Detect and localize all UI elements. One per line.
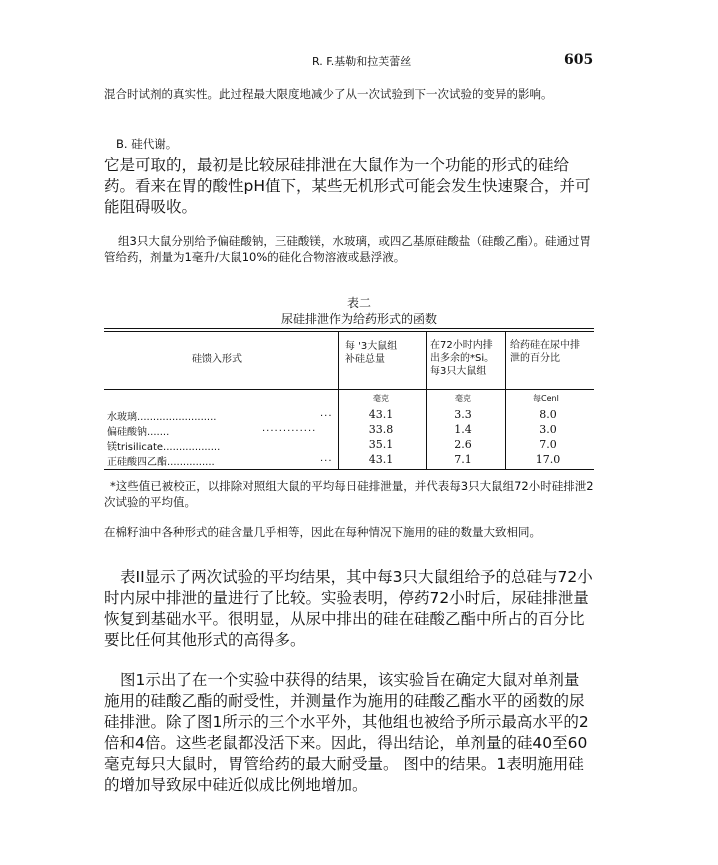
table-row-form: 镁trisilicate.................. xyxy=(107,442,221,453)
table-row-form: 正硅酸四乙酯............... xyxy=(107,457,215,468)
col-header-excreted-line1: 在72小时内排 xyxy=(430,340,493,351)
table-col-divider-2 xyxy=(426,331,427,469)
table-header-rule xyxy=(104,389,594,390)
table-row-leader: ............. xyxy=(262,423,317,434)
table-cell-excreted: 1.4 xyxy=(454,423,472,436)
table-cell-total: 43.1 xyxy=(368,408,394,421)
table-top-rule-double xyxy=(104,331,594,332)
table-row-leader: ... xyxy=(320,408,333,419)
col-header-percent-line1: 给药硅在尿中排 xyxy=(510,340,580,351)
table-cell-total: 43.1 xyxy=(368,453,394,466)
col-header-excreted-line3: 每3只大鼠组 xyxy=(430,366,487,377)
col-header-percent-line2: 泄的百分比 xyxy=(510,353,560,364)
table-cell-percent: 7.0 xyxy=(539,438,557,451)
table-col-divider-1 xyxy=(338,331,339,469)
table-col-divider-3 xyxy=(505,331,506,469)
running-header: R. F.基勒和拉芙蕾丝 xyxy=(312,55,412,68)
col-header-total-line1: 每 '3大鼠组 xyxy=(345,341,398,352)
col-header-total-line2: 补硅总量 xyxy=(345,354,385,365)
table-label: 表二 xyxy=(346,296,371,310)
table-cell-total: 33.8 xyxy=(368,423,394,436)
table-cell-excreted: 3.3 xyxy=(454,408,472,421)
table-bottom-rule xyxy=(104,469,594,470)
table-row-leader: ... xyxy=(320,453,333,464)
table-cell-excreted: 7.1 xyxy=(454,453,472,466)
paragraph-figure: 图1示出了在一个实验中获得的结果，该实验旨在确定大鼠对单剂量施用的硅酸乙酯的耐受性，并测量作为施用的硅酸乙酯水平的函数的尿硅排泄。除了图1所示的三个水平外，其他组也被给予所示最高水平的2倍和4倍。这些老鼠都没活下来。因此，得出结论，单剂量的硅40至60毫克每只大鼠时，胃管给药的最大耐受量。 图中的结果。1表明施用硅的增加导致尿中硅近似成比例地增加。 xyxy=(104,671,589,794)
table-cell-total: 35.1 xyxy=(368,438,394,451)
table-cell-percent: 17.0 xyxy=(535,453,561,466)
table-cell-percent: 8.0 xyxy=(539,408,557,421)
table-cell-excreted: 2.6 xyxy=(454,438,472,451)
table-title: 尿硅排泄作为给药形式的函数 xyxy=(280,312,437,326)
paragraph-note: 在棉籽油中各种形式的硅含量几乎相等，因此在每种情况下施用的硅的数量大致相同。 xyxy=(104,525,541,539)
table-row-form: 偏硅酸钠....... xyxy=(107,427,170,438)
col-header-form: 硅馈入形式 xyxy=(192,354,242,365)
paragraph-intro: 它是可取的，最初是比较尿硅排泄在大鼠作为一个功能的形式的硅给药。看来在胃的酸性pH值下，某些无机形式可能会发生快速聚合，并可能阻碍吸收。 xyxy=(104,156,591,216)
table-row-form: 水玻璃......................... xyxy=(107,412,217,423)
table-top-rule xyxy=(104,328,594,329)
paragraph-methods: 组3只大鼠分别给予偏硅酸钠，三硅酸镁，水玻璃，或四乙基原硅酸盐（硅酸乙酯）。硅通过胃管给药，剂量为1毫升/大鼠10%的硅化合物溶液或悬浮液。 xyxy=(104,234,592,264)
unit-total: 毫克 xyxy=(373,394,389,403)
section-heading: B. 硅代谢。 xyxy=(116,137,178,151)
page-number: 605 xyxy=(564,52,594,68)
table-cell-percent: 3.0 xyxy=(539,423,557,436)
table-footnote: *这些值已被校正，以排除对照组大鼠的平均每日硅排泄量，并代表每3只大鼠组72小时硅排泄2次试验的平均值。 xyxy=(104,479,594,509)
unit-excreted: 毫克 xyxy=(455,394,471,403)
col-header-excreted-line2: 出多余的*Si。 xyxy=(430,353,495,364)
unit-percent: 每Cenl xyxy=(533,394,559,403)
continued-paragraph: 混合时试剂的真实性。此过程最大限度地减少了从一次试验到下一次试验的变异的影响。 xyxy=(104,87,553,101)
paragraph-results: 表II显示了两次试验的平均结果，其中每3只大鼠组给予的总硅与72小时内尿中排泄的量进行了比较。实验表明，停药72小时后，尿硅排泄量恢复到基础水平。很明显，从尿中排出的硅在硅酸乙酯中所占的百分比要比任何其他形式的高得多。 xyxy=(104,568,593,649)
